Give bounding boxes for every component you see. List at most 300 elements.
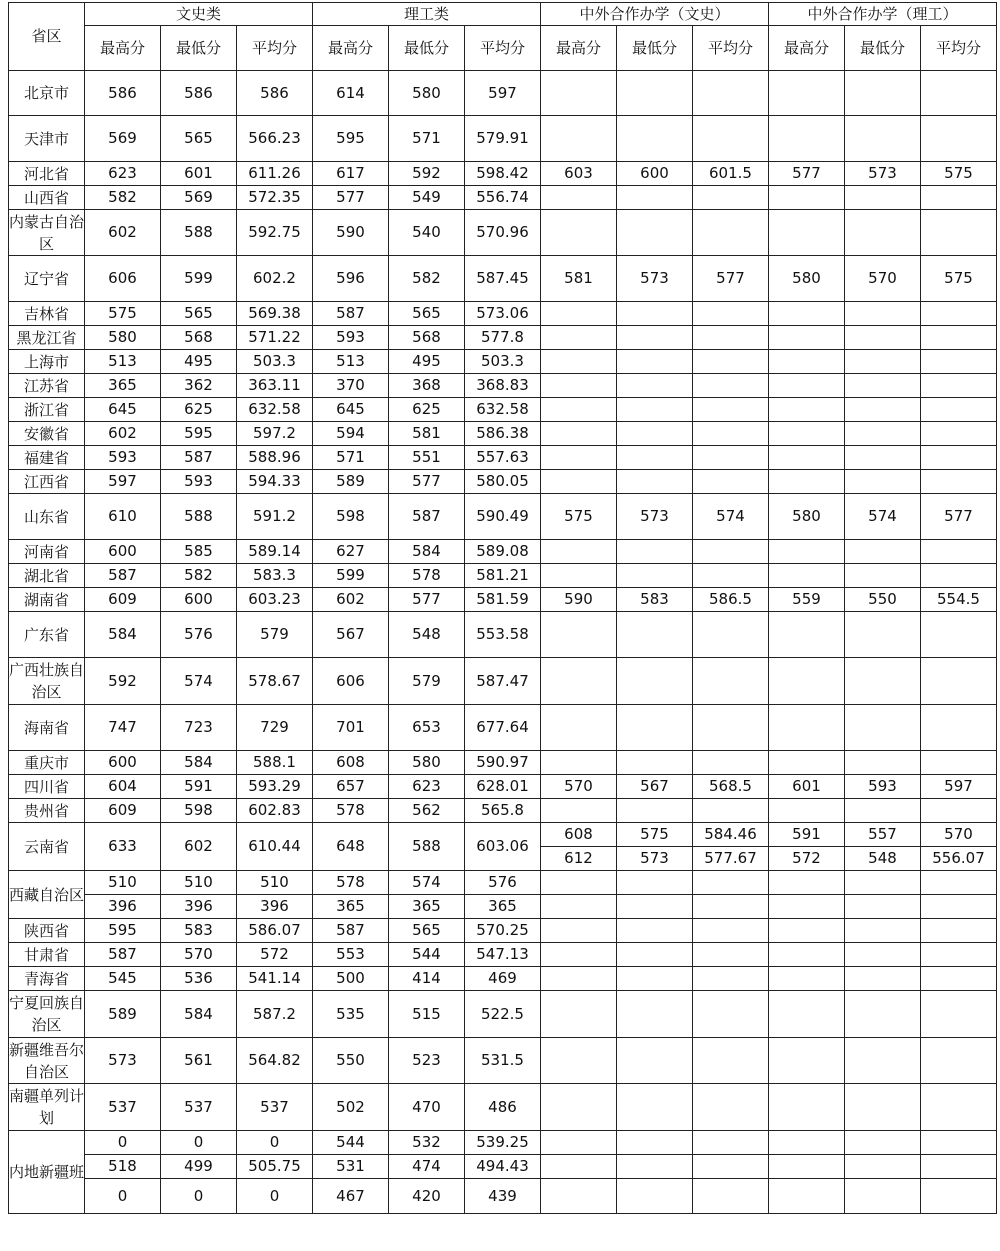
score-cell — [921, 705, 997, 751]
score-cell: 535 — [313, 991, 389, 1038]
score-cell: 568 — [389, 326, 465, 350]
score-cell: 0 — [237, 1179, 313, 1214]
sub-header-avg: 平均分 — [237, 26, 313, 71]
table-row — [9, 1084, 997, 1131]
score-cell: 573 — [85, 1038, 161, 1084]
score-cell: 587.47 — [465, 658, 541, 705]
score-cell — [541, 871, 617, 895]
score-cell: 611.26 — [237, 162, 313, 186]
score-cell — [845, 919, 921, 943]
province-cell: 重庆市 — [9, 751, 85, 775]
score-cell — [769, 470, 845, 494]
score-cell: 569.38 — [237, 302, 313, 326]
table-row — [9, 564, 997, 588]
score-cell: 594 — [313, 422, 389, 446]
score-cell: 593 — [845, 775, 921, 799]
province-cell: 福建省 — [9, 446, 85, 470]
score-cell: 522.5 — [465, 991, 541, 1038]
score-cell — [541, 446, 617, 470]
score-cell — [617, 943, 693, 967]
table-row — [9, 210, 997, 256]
score-cell — [769, 871, 845, 895]
score-cell: 362 — [161, 374, 237, 398]
score-cell: 591 — [161, 775, 237, 799]
score-cell: 576 — [161, 612, 237, 658]
score-cell: 602 — [85, 210, 161, 256]
table-row — [9, 823, 997, 847]
score-cell: 564.82 — [237, 1038, 313, 1084]
table-row — [9, 326, 997, 350]
score-cell — [693, 1179, 769, 1214]
table-row — [9, 775, 997, 799]
score-cell — [541, 71, 617, 116]
score-cell: 597 — [85, 470, 161, 494]
score-cell: 581 — [541, 256, 617, 302]
table-row — [9, 871, 997, 895]
score-cell — [541, 116, 617, 162]
score-cell — [541, 658, 617, 705]
score-cell — [845, 326, 921, 350]
score-cell: 581.59 — [465, 588, 541, 612]
score-cell — [921, 326, 997, 350]
score-cell: 747 — [85, 705, 161, 751]
score-cell — [541, 564, 617, 588]
table-row — [9, 1038, 997, 1084]
score-cell: 604 — [85, 775, 161, 799]
score-cell: 575 — [921, 256, 997, 302]
score-cell — [921, 470, 997, 494]
score-cell — [845, 302, 921, 326]
score-cell: 575 — [617, 823, 693, 847]
score-cell — [693, 422, 769, 446]
score-cell: 633 — [85, 823, 161, 871]
score-cell — [693, 612, 769, 658]
table-row — [9, 751, 997, 775]
score-cell: 579 — [237, 612, 313, 658]
score-cell — [769, 210, 845, 256]
score-cell — [693, 751, 769, 775]
score-cell: 587.2 — [237, 991, 313, 1038]
score-cell: 573 — [845, 162, 921, 186]
score-cell: 570 — [845, 256, 921, 302]
score-cell — [769, 71, 845, 116]
score-cell — [693, 186, 769, 210]
score-cell — [617, 1084, 693, 1131]
score-cell: 601 — [769, 775, 845, 799]
score-cell — [845, 422, 921, 446]
score-cell: 577 — [389, 470, 465, 494]
province-cell: 广东省 — [9, 612, 85, 658]
table-row — [9, 991, 997, 1038]
table-row — [9, 705, 997, 751]
score-cell — [693, 1155, 769, 1179]
score-cell: 580 — [389, 71, 465, 116]
score-cell — [921, 186, 997, 210]
score-cell: 541.14 — [237, 967, 313, 991]
score-cell: 587 — [85, 564, 161, 588]
province-cell: 贵州省 — [9, 799, 85, 823]
score-cell: 414 — [389, 967, 465, 991]
score-cell — [845, 658, 921, 705]
score-cell: 537 — [161, 1084, 237, 1131]
score-cell: 588.96 — [237, 446, 313, 470]
table-row — [9, 658, 997, 705]
score-cell — [921, 1038, 997, 1084]
province-cell: 吉林省 — [9, 302, 85, 326]
score-cell — [541, 470, 617, 494]
score-cell: 573.06 — [465, 302, 541, 326]
score-cell — [693, 446, 769, 470]
score-cell: 612 — [541, 847, 617, 871]
score-cell: 531.5 — [465, 1038, 541, 1084]
score-cell: 571 — [389, 116, 465, 162]
score-cell: 439 — [465, 1179, 541, 1214]
table-row — [9, 302, 997, 326]
score-cell: 584 — [85, 612, 161, 658]
score-cell — [845, 374, 921, 398]
score-cell: 557.63 — [465, 446, 541, 470]
score-cell: 623 — [85, 162, 161, 186]
score-cell — [617, 540, 693, 564]
sub-header-avg: 平均分 — [921, 26, 997, 71]
score-cell — [693, 374, 769, 398]
score-cell — [845, 991, 921, 1038]
sub-header-min: 最低分 — [161, 26, 237, 71]
score-cell: 582 — [161, 564, 237, 588]
province-cell: 辽宁省 — [9, 256, 85, 302]
score-cell: 469 — [465, 967, 541, 991]
score-cell — [617, 991, 693, 1038]
score-cell — [845, 186, 921, 210]
score-cell — [845, 470, 921, 494]
score-cell: 657 — [313, 775, 389, 799]
score-cell: 587 — [85, 943, 161, 967]
score-cell — [921, 895, 997, 919]
score-cell — [845, 1038, 921, 1084]
score-cell: 592.75 — [237, 210, 313, 256]
score-cell — [845, 895, 921, 919]
score-cell: 602.83 — [237, 799, 313, 823]
score-cell — [617, 186, 693, 210]
score-cell: 495 — [161, 350, 237, 374]
score-cell — [541, 326, 617, 350]
score-cell: 567 — [617, 775, 693, 799]
score-cell: 580 — [769, 256, 845, 302]
table-row — [9, 162, 997, 186]
score-cell — [845, 705, 921, 751]
table-row — [9, 1155, 997, 1179]
score-cell — [845, 350, 921, 374]
score-cell: 513 — [313, 350, 389, 374]
score-cell — [617, 350, 693, 374]
score-cell — [845, 799, 921, 823]
score-cell — [693, 871, 769, 895]
score-cell — [845, 1084, 921, 1131]
score-cell — [541, 751, 617, 775]
table-row — [9, 1131, 997, 1155]
score-cell — [693, 71, 769, 116]
score-cell: 515 — [389, 991, 465, 1038]
score-cell: 568 — [161, 326, 237, 350]
score-cell — [541, 210, 617, 256]
score-cell: 581 — [389, 422, 465, 446]
score-cell — [693, 967, 769, 991]
score-cell — [769, 1155, 845, 1179]
score-cell: 602 — [313, 588, 389, 612]
score-cell — [921, 871, 997, 895]
score-cell: 553 — [313, 943, 389, 967]
province-cell: 河北省 — [9, 162, 85, 186]
score-cell: 587 — [313, 302, 389, 326]
table-row — [9, 446, 997, 470]
table-body — [9, 71, 997, 1214]
score-cell: 570.25 — [465, 919, 541, 943]
score-cell — [845, 967, 921, 991]
score-cell — [541, 967, 617, 991]
score-table — [8, 2, 997, 1214]
score-cell — [769, 1131, 845, 1155]
score-cell: 589 — [313, 470, 389, 494]
score-cell — [769, 751, 845, 775]
score-cell: 537 — [85, 1084, 161, 1131]
group-header-joint-liberal-arts: 中外合作办学（文史） — [541, 3, 769, 26]
score-cell: 0 — [85, 1131, 161, 1155]
score-cell — [693, 302, 769, 326]
score-cell: 586.38 — [465, 422, 541, 446]
score-cell: 396 — [85, 895, 161, 919]
score-cell — [617, 470, 693, 494]
score-cell: 486 — [465, 1084, 541, 1131]
score-cell: 602.2 — [237, 256, 313, 302]
score-cell: 553.58 — [465, 612, 541, 658]
score-cell: 586.07 — [237, 919, 313, 943]
score-cell — [921, 943, 997, 967]
score-cell — [769, 1179, 845, 1214]
table-row — [9, 374, 997, 398]
score-cell — [921, 374, 997, 398]
score-cell: 575 — [921, 162, 997, 186]
province-cell: 湖南省 — [9, 588, 85, 612]
score-cell: 518 — [85, 1155, 161, 1179]
score-cell: 623 — [389, 775, 465, 799]
score-cell: 582 — [389, 256, 465, 302]
score-cell — [617, 1131, 693, 1155]
province-cell: 甘肃省 — [9, 943, 85, 967]
score-cell — [693, 943, 769, 967]
score-cell — [921, 71, 997, 116]
score-cell — [617, 302, 693, 326]
score-cell — [845, 71, 921, 116]
score-cell: 590.49 — [465, 494, 541, 540]
score-cell: 608 — [541, 823, 617, 847]
score-cell: 583 — [617, 588, 693, 612]
group-header-science: 理工类 — [313, 3, 541, 26]
score-cell: 590 — [313, 210, 389, 256]
score-cell: 595 — [313, 116, 389, 162]
score-cell: 568.5 — [693, 775, 769, 799]
score-cell: 598.42 — [465, 162, 541, 186]
score-cell: 570 — [921, 823, 997, 847]
score-cell: 610 — [85, 494, 161, 540]
score-cell: 565 — [161, 116, 237, 162]
score-cell: 599 — [161, 256, 237, 302]
score-cell — [769, 705, 845, 751]
score-cell: 573 — [617, 494, 693, 540]
score-cell: 597 — [921, 775, 997, 799]
score-cell — [617, 612, 693, 658]
score-cell: 653 — [389, 705, 465, 751]
score-cell — [845, 564, 921, 588]
score-cell: 570 — [161, 943, 237, 967]
sub-header-max: 最高分 — [541, 26, 617, 71]
score-cell: 565 — [161, 302, 237, 326]
table-row — [9, 612, 997, 658]
score-cell: 587 — [313, 919, 389, 943]
score-cell — [541, 374, 617, 398]
score-cell — [693, 326, 769, 350]
score-cell — [769, 302, 845, 326]
score-cell: 595 — [161, 422, 237, 446]
score-cell: 0 — [161, 1131, 237, 1155]
score-cell: 593 — [161, 470, 237, 494]
table-row — [9, 919, 997, 943]
score-cell: 723 — [161, 705, 237, 751]
score-cell: 540 — [389, 210, 465, 256]
score-cell: 548 — [845, 847, 921, 871]
score-cell: 583.3 — [237, 564, 313, 588]
sub-header-max: 最高分 — [85, 26, 161, 71]
score-cell: 597.2 — [237, 422, 313, 446]
score-cell — [769, 374, 845, 398]
score-cell: 510 — [85, 871, 161, 895]
score-cell: 625 — [161, 398, 237, 422]
province-cell: 陕西省 — [9, 919, 85, 943]
score-cell: 573 — [617, 256, 693, 302]
score-cell — [617, 398, 693, 422]
province-cell: 江苏省 — [9, 374, 85, 398]
table-row — [9, 943, 997, 967]
table-row — [9, 895, 997, 919]
score-cell: 556.74 — [465, 186, 541, 210]
province-cell: 新疆维吾尔自治区 — [9, 1038, 85, 1084]
score-cell — [617, 1179, 693, 1214]
score-cell: 586 — [237, 71, 313, 116]
score-cell: 0 — [161, 1179, 237, 1214]
score-cell: 549 — [389, 186, 465, 210]
score-cell: 470 — [389, 1084, 465, 1131]
score-cell — [845, 612, 921, 658]
score-cell — [769, 398, 845, 422]
score-cell: 570 — [541, 775, 617, 799]
score-cell — [769, 919, 845, 943]
score-cell: 474 — [389, 1155, 465, 1179]
score-cell: 586 — [85, 71, 161, 116]
score-cell: 578 — [313, 799, 389, 823]
score-cell: 617 — [313, 162, 389, 186]
score-cell — [693, 1084, 769, 1131]
score-cell — [541, 943, 617, 967]
score-cell: 577 — [693, 256, 769, 302]
score-cell — [845, 540, 921, 564]
score-cell: 503.3 — [465, 350, 541, 374]
score-cell — [617, 1038, 693, 1084]
score-cell: 577 — [921, 494, 997, 540]
score-cell: 701 — [313, 705, 389, 751]
score-cell — [617, 1155, 693, 1179]
province-cell: 南疆单列计划 — [9, 1084, 85, 1131]
score-cell: 602 — [161, 823, 237, 871]
score-cell — [693, 919, 769, 943]
score-cell — [845, 1131, 921, 1155]
table-row — [9, 422, 997, 446]
score-cell: 576 — [465, 871, 541, 895]
score-cell: 467 — [313, 1179, 389, 1214]
province-cell: 安徽省 — [9, 422, 85, 446]
score-cell: 598 — [161, 799, 237, 823]
sub-header-min: 最低分 — [389, 26, 465, 71]
score-cell: 578.67 — [237, 658, 313, 705]
score-cell — [693, 895, 769, 919]
province-cell: 海南省 — [9, 705, 85, 751]
score-cell — [921, 799, 997, 823]
score-cell: 575 — [85, 302, 161, 326]
score-cell: 565.8 — [465, 799, 541, 823]
score-cell: 587 — [161, 446, 237, 470]
score-cell: 566.23 — [237, 116, 313, 162]
score-cell — [541, 1084, 617, 1131]
score-cell — [541, 919, 617, 943]
sub-header-min: 最低分 — [845, 26, 921, 71]
score-cell — [921, 210, 997, 256]
score-cell — [541, 991, 617, 1038]
score-cell — [769, 991, 845, 1038]
score-cell: 580 — [389, 751, 465, 775]
score-cell — [617, 71, 693, 116]
table-row — [9, 350, 997, 374]
score-cell — [921, 422, 997, 446]
score-cell: 593 — [313, 326, 389, 350]
score-cell — [769, 1038, 845, 1084]
score-cell — [541, 350, 617, 374]
score-cell: 729 — [237, 705, 313, 751]
score-cell — [617, 871, 693, 895]
province-cell: 北京市 — [9, 71, 85, 116]
province-cell: 青海省 — [9, 967, 85, 991]
score-cell — [769, 446, 845, 470]
score-cell: 587.45 — [465, 256, 541, 302]
score-cell: 614 — [313, 71, 389, 116]
score-cell — [693, 1131, 769, 1155]
score-cell: 645 — [313, 398, 389, 422]
score-cell — [541, 705, 617, 751]
score-cell: 677.64 — [465, 705, 541, 751]
sub-header-avg: 平均分 — [693, 26, 769, 71]
score-cell: 589 — [85, 991, 161, 1038]
score-cell: 574 — [693, 494, 769, 540]
score-cell: 495 — [389, 350, 465, 374]
score-cell: 0 — [237, 1131, 313, 1155]
score-cell: 551 — [389, 446, 465, 470]
score-cell: 596 — [313, 256, 389, 302]
score-cell — [541, 1038, 617, 1084]
score-cell — [617, 210, 693, 256]
score-cell: 396 — [161, 895, 237, 919]
score-cell: 628.01 — [465, 775, 541, 799]
score-cell: 589.08 — [465, 540, 541, 564]
score-cell — [769, 799, 845, 823]
score-cell: 577 — [313, 186, 389, 210]
score-cell — [845, 398, 921, 422]
